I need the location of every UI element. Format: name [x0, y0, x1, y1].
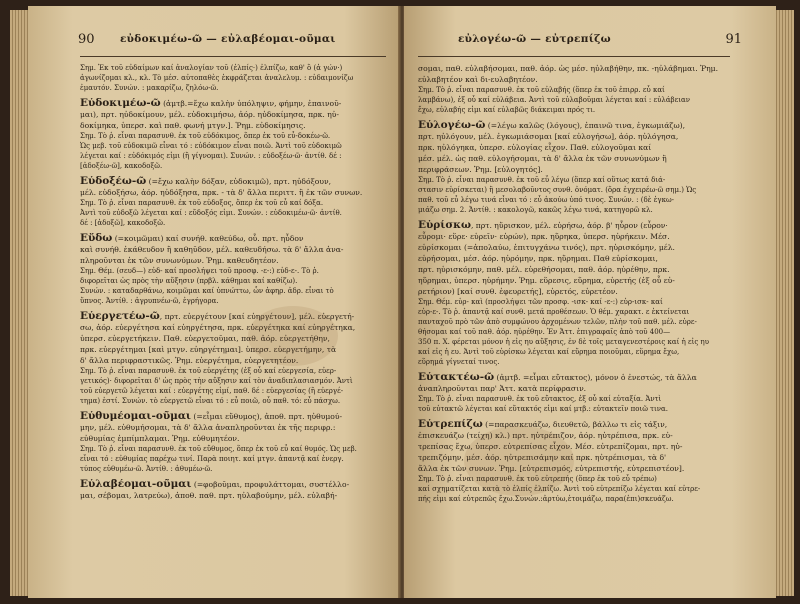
note-line	[80, 386, 386, 396]
headword: Εὑρίσκω	[418, 220, 471, 231]
text-line	[418, 120, 730, 131]
line-text: Σημ. Ἐκ τοῦ εὐδαίμων καί ἀναλογίαν τοῦ (ἐλπίς·) ἐλπίζω, καθ' ὃ (ἀ γών·)	[80, 64, 343, 72]
line-text: λέγεται καί : εὐδόκιμός εἰμι (ἢ γίγνομαι). Συνών. : εὐδοξέω-ῶ· ἀντίθ. δέ :	[80, 152, 342, 160]
line-text: εἶναι τό : εὐθυμίας παρέχω τινί. Παρὰ ποιητ. καί μτγν. ἀπαντᾷ καί ἐνεργ.	[80, 455, 344, 463]
line-text: Σημ. Τὸ ῥ. εἶναι παρασυνθ. ἐκ τοῦ εὔτακτος, ἐξ οὗ καί εὐταξία. Ἀντὶ	[418, 395, 662, 403]
line-text: τημα) ἐστί. Συνών. τὸ εὐεργετῶ εἶναι τό : εὖ ποιῶ, οὗ παθ. τό: εὖ πάσχω.	[80, 397, 341, 405]
line-text: ὑπερσ. εὐεργετήκειν. Παθ. εὐεργετοῦμαι, παθ. ἀόρ. εὐεργετήθην,	[80, 334, 330, 343]
line-text: Σημ. Τὸ ῥ. εἶναι παρασυνθ. ἐκ τοῦ εὖ λέγω (ὅπερ καί οὕτως κατά διά-	[418, 176, 666, 184]
line-text: λαμβάνω), ἐξ οὗ καί εὐλάβεια. Ἀντὶ τοῦ εὐλαβοῦμαι λέγεται καί : εὐλάβειαν	[418, 96, 690, 104]
header-rule	[80, 56, 386, 57]
text-line	[418, 142, 730, 153]
page-number: 91	[725, 32, 742, 47]
line-text: πληροῦνται ἐκ τῶν συνωνύμων. Ῥημ. καθευδητέον.	[80, 256, 279, 265]
note-line	[80, 63, 386, 73]
line-text: καί σχηματίζεται κατὰ τὸ ἐλπίς ἐλπίζω. Ἀντὶ τοῦ εὐτρεπίζω λέγεται καί εὐτρε-	[418, 485, 701, 493]
page-edge-right	[774, 10, 794, 596]
text-line	[80, 244, 386, 255]
note-line	[418, 95, 730, 105]
line-text: μαι, σέβομαι, λατρεύω), ἀποθ. παθ. πρτ. ηὐλαβούμην, μέλ. εὐλαβή-	[80, 491, 338, 500]
line-text: ρετήριον) [καί συνθ. ἐφευρετής], εὑρετός, εὑρετέον.	[418, 287, 618, 296]
line-text: δέ : [ἀδοξῶ], κακοδοξῶ.	[80, 219, 166, 227]
header-rule	[418, 56, 730, 57]
note-line	[80, 276, 386, 286]
note-line	[80, 266, 386, 276]
line-text: Σημ. Θέμ. (σευδ—) εὐδ- καί προσλήψει τοῦ προσφ. -ε-:) εὐδ-ε-. Τὸ ῥ.	[80, 267, 319, 275]
line-text: ἄλλα ἐκ τῶν συνων. Ῥημ. [εὐτρεπισμός, εὐτρεπιστής, εὐτρεπιστέον].	[418, 464, 685, 473]
line-text: (=παρασκευάζω, διευθετῶ, βάλλω τι εἰς τάξιν,	[482, 420, 668, 429]
note-line	[80, 464, 386, 474]
note-line	[418, 175, 730, 185]
headword: Εὐεργετέω-ῶ	[80, 311, 160, 322]
line-text: Ἀντὶ τοῦ εὐδοξῶ λέγεται καί : εὔδοξός εἰμι. Συνών. : εὐδοκιμέω-ῶ· ἀντίθ.	[80, 209, 342, 217]
line-text: γετικός)· διφορεῖται δ' ὡς πρὸς τὴν αὔξησιν καί τὸν ἀναδιπλασιασμόν. Ἀντὶ	[80, 377, 353, 385]
line-text: θήσομαι καί τοῦ παθ. ἀόρ. ηὑρέθην. Ἐν Ἀττ. ἐπιγραφαῖς ἀπὸ τοῦ 400—	[418, 328, 671, 336]
line-text: [ἀδοξέω-ῶ], κακοδοξῶ.	[80, 162, 163, 170]
text-line	[80, 422, 386, 433]
note-line	[418, 357, 730, 367]
line-text: μέσ. μέλ. ὡς παθ. εὐλογήσομαι, τὰ δ' ἄλλα ἐκ τῶν συνωνύμων ἢ	[418, 154, 667, 163]
line-text: (=λέγω καλῶς (λόγους), ἐπαινῶ τινα, ἐγκωμιάζω),	[485, 121, 686, 130]
text-line	[80, 322, 386, 333]
line-text: πρκ. εὐεργέτημαι [καὶ μτγν. εὐηργέτημαι]. ὑπερσ. εὐεργετήμην, τὰ	[80, 345, 337, 354]
headword: Εὕδω	[80, 233, 113, 244]
text-line	[418, 419, 730, 430]
line-text: περιφράσεων. Ῥημ. [εὐλογητός].	[418, 165, 543, 174]
text-line	[80, 333, 386, 344]
line-text: στασιν εὑρίσκεται) ἢ μεσολαβοῦντος συνθ. ὀνόματ. (ὅρα ἐγχειρέω-ῶ σημ.) Ὡς	[418, 186, 697, 194]
line-text: (=κοιμῶμαι) καί συνήθ. καθεύδω, οὗ. πρτ. ηὗδον	[112, 234, 304, 243]
note-line	[80, 151, 386, 161]
text-line	[418, 275, 730, 286]
note-line	[80, 161, 386, 171]
line-text: , πρτ. εὐεργέτουν [καί εὐηργέτουν], μέλ. εὐεργετή-	[159, 312, 355, 321]
note-line	[80, 141, 386, 151]
line-text: ηὕρημαι, ὑπερσ. ηὑρήμην. Ῥημ. εὕρεσις, εὕρημα, εὑρετής (ἐξ οὗ εὑ-	[418, 276, 675, 285]
line-text: μιάζω σημ. 2. Ἀντίθ. : κακολογῶ, κακῶς λέγω τινά, κατηγορῶ κλ.	[418, 206, 653, 214]
line-text: μαι), πρτ. ηὐδοκίμουν, μέλ. εὐδοκιμήσω, ἀόρ. ηὐδοκίμησα, πρκ. ηὐ-	[80, 110, 339, 119]
text-line	[418, 74, 730, 85]
headword: Εὐτρεπίζω	[418, 419, 483, 430]
text-line	[80, 176, 386, 187]
line-text: δ' ἄλλα περιφραστικῶς. Ῥημ. εὐεργέτημα, εὐεργετητέον.	[80, 356, 299, 365]
line-text: σομαι, παθ. εὐλαβήσομαι, παθ. ἀόρ. ὡς μέσ. ηὐλαβήθην, πκ. -ηὐλάβημαι. Ῥημ.	[418, 64, 719, 73]
line-text: ὕπνος. Ἀντίθ. : ἀγρυπνέω-ῶ, ἐγρήγορα.	[80, 297, 219, 305]
line-text: Σημ. Τὸ ῥ. εἶναι παρασυνθ. ἐκ τοῦ εὐτρεπής (ὅπερ ἐκ τοῦ εὖ τρέπω)	[418, 475, 657, 483]
line-text: μέλ. εὐδοξήσω, ἀόρ. ηὐδόξησα, πρκ. - τὰ δ' ἄλλα περιττ. ἢ ἐκ τῶν συνων.	[80, 188, 363, 197]
text-line	[418, 372, 730, 383]
text-line	[418, 231, 730, 242]
text-line	[418, 253, 730, 264]
note-line	[418, 394, 730, 404]
note-line	[418, 105, 730, 115]
right-page-header	[418, 32, 742, 50]
text-line	[418, 264, 730, 275]
note-line	[80, 454, 386, 464]
note-line	[80, 376, 386, 386]
left-page	[28, 6, 400, 598]
text-line	[418, 286, 730, 297]
text-line	[418, 63, 730, 74]
line-text: τύπος εὐθυμέω-ῶ. Ἀντίθ. : ἀθυμέω-ῶ.	[80, 465, 213, 473]
text-line	[418, 430, 730, 441]
note-line	[418, 317, 730, 327]
line-text: Σημ. Θέμ. εὑρ- καὶ (προσλήψει τῶν προσφ. -ισκ- καί -ε-:) εὑρ-ισκ- καί	[418, 298, 663, 306]
left-page-header	[80, 32, 386, 50]
headword: Εὐδοξέω-ῶ	[80, 176, 147, 187]
text-line	[80, 490, 386, 501]
text-line	[80, 98, 386, 109]
headword: Εὐθυμέομαι-οῦμαι	[80, 411, 191, 422]
line-text: (=φοβοῦμαι, προφυλάττομαι, συστέλλο-	[191, 480, 350, 489]
line-text: εὑρ-ε-. Τὸ ῥ. ἀπαντᾷ καί συνθ. μετά προθέσεων. Ὁ θέμ. χαρακτ. ε ἐκτείνεται	[418, 308, 690, 316]
note-line	[418, 205, 730, 215]
right-page	[404, 6, 776, 598]
line-text: μην, μέλ. εὐθυμήσομαι, τὰ δ' ἄλλα ἀναπληροῦνται ἐκ τῆς περιφρ.:	[80, 423, 336, 432]
line-text: πρτ. ηὑρισκόμην, παθ. μέλ. εὑρεθήσομαι, παθ. ἀόρ. ηὑρέθην, πρκ.	[418, 265, 670, 274]
line-text: Σημ. Τὸ ῥ. εἶναι παρασυνθ. ἐκ τοῦ εὔθυμος, ὅπερ ἐκ τοῦ εὖ καί θυμός. Ὡς μεβ.	[80, 445, 357, 453]
text-line	[80, 344, 386, 355]
line-text: εὗρομι· εὕρε· εὑρεῖν· εὑρών), πρκ. ηὕρηκα, ὑπερσ. ηὑρήκειν. Μέσ.	[418, 232, 670, 241]
note-line	[80, 296, 386, 306]
line-text: παθ. τοῦ εὖ λέγω τινά εἶναι τό : εὖ ἀκούω ὑπό τινος. Συνών. : (δὲ ἐγκω-	[418, 196, 675, 204]
note-line	[80, 208, 386, 218]
note-line	[80, 396, 386, 406]
line-text: Σημ. Τὸ ῥ. εἶναι παρασυνθ. ἐκ τοῦ εὐδοξος, ὅπερ ἐκ τοῦ εὖ καί δόξα.	[80, 199, 324, 207]
text-line	[80, 109, 386, 120]
headword: Εὐλαβέομαι-οῦμαι	[80, 479, 192, 490]
note-line	[418, 307, 730, 317]
line-text: Συνών. : καταδαρθάνω, κοιμῶμαι καί ὑπνώττω, ὧν ἀφηρ. ἀδρ. εἶναι τὸ	[80, 287, 334, 295]
note-line	[418, 297, 730, 307]
line-text: καὶ συνήθ. ἐκάθευδον ἢ καθηῦδον, μέλ. καθευδήσω. τὰ δ' ἄλλα ἀνα-	[80, 245, 344, 254]
line-text: Σημ. Τὸ ῥ. εἶναι παρασυνθ. ἐκ τοῦ εὐδόκιμος, ὅπερ ἐκ τοῦ εὖ-δοκέω-ῶ.	[80, 132, 331, 140]
line-text: Σημ. Τὸ ῥ. εἶναι παρασυνθ. ἐκ τοῦ εὐεργέτης (ἐξ οὗ καί εὐεργεσία, εὐερ-	[80, 367, 337, 375]
text-line	[80, 411, 386, 422]
note-line	[80, 198, 386, 208]
running-head: εὐλογέω-ῶ — εὐτρεπίζω	[458, 33, 611, 45]
line-text: διφορεῖται ὡς πρὸς τὴν αὔξησιν (πρβλ. κάθημαι καί καθίζω).	[80, 277, 298, 285]
line-text: ἔχω, εὐλαβής εἰμι καί εὐλαβῶς διάκειμαι πρός τι.	[418, 106, 596, 114]
line-text: καί εἰς ἡ ευ. Ἀντὶ τοῦ εὑρίσκω λέγεται καί εὕρημα ποιοῦμαι, εὕρημα ἔχω,	[418, 348, 680, 356]
note-line	[80, 444, 386, 454]
text-line	[418, 220, 730, 231]
text-line	[418, 441, 730, 452]
text-line	[80, 311, 386, 322]
line-text: πανταχοῦ πρὸ τῶν ἀπὸ συμφώνου ἀρχομένων τελῶν, πλὴν τοῦ παθ. μέλ. εὑρε-	[418, 318, 697, 326]
text-line	[80, 120, 386, 131]
note-line	[418, 195, 730, 205]
line-text: (ἀμτβ.=ἔχω καλὴν ὑπόληψιν, φήμην, ἐπαινοῦ-	[160, 99, 342, 108]
headword: Εὐτακτέω-ῶ	[418, 372, 495, 383]
line-text: εὑρήσομαι, μέσ. ἀόρ. ηὑρόμην, πρκ. ηὕρημαι. Παθ εὑρίσκομαι,	[418, 254, 658, 263]
line-text: Ὡς μεβ. τοῦ εὐδοκιμῶ εἶναι τό : εὐδόκιμον εἶναι ποιῶ. Ἀντὶ τοῦ εὐδοκιμῶ	[80, 142, 342, 150]
note-line	[418, 185, 730, 195]
running-head: εὐδοκιμέω-ῶ — εὐλαβέομαι-οῦμαι	[120, 33, 336, 45]
line-text: τοῦ εὐεργετῶ λέγεται καί : εὐεργέτης εἰμί, παθ. δέ : εὐεργεσίας (ἢ εὐεργέ-	[80, 387, 344, 395]
text-line	[80, 433, 386, 444]
note-line	[80, 218, 386, 228]
note-line	[418, 484, 730, 494]
text-line	[418, 164, 730, 175]
right-page-body	[418, 63, 730, 504]
text-line	[418, 153, 730, 164]
line-text: πρτ. ηὐλόγουν, μέλ. ἐγκωμιάσομαι [καί εὐλογήσω], ἀόρ. ηὐλόγησα,	[418, 132, 679, 141]
note-line	[418, 85, 730, 95]
text-line	[80, 355, 386, 366]
line-text: Σημ. Τὸ ῥ. εἶναι παρασυνθ. ἐκ τοῦ εὐλαβής (ὅπερ ἐκ τοῦ ἐπιρρ. εὖ καί	[418, 86, 665, 94]
line-text: τοῦ εὐτακτῶ λέγεται καί εὔτακτός εἰμι καί μτβ.: εὐτακτεῖν ποιῶ τινα.	[418, 405, 668, 413]
line-text: , πρτ. ηὕρισκον, μέλ. εὑρήσω, ἀόρ. β' ηὗρον (εὗρον·	[470, 221, 668, 230]
text-line	[80, 255, 386, 266]
line-text: (=ἔχω καλὴν δόξαν, εὐδοκιμῶ), πρτ. ηὐδόξουν,	[146, 177, 331, 186]
note-line	[80, 83, 386, 93]
text-line	[418, 242, 730, 253]
line-text: σω, ἀόρ. εὐεργέτησα καί εὐηργέτησα, πρκ. εὐεργέτηκα καί εὐηργέτηκα,	[80, 323, 356, 332]
headword: Εὐδοκιμέω-ῶ	[80, 98, 161, 109]
text-line	[418, 131, 730, 142]
text-line	[80, 187, 386, 198]
line-text: εὑρίσκομαι (=ἀπολαύω, ἐπιτυγχάνω τινός), πρτ. ηὑρισκόμην, μέλ.	[418, 243, 675, 252]
line-text: ἀναπληροῦνται παρ' Ἀττ. κατὰ περίφρασιν.	[418, 384, 587, 393]
note-line	[418, 404, 730, 414]
line-text: ἀγωνίζομαι κλ., κλ. Τὸ μέσ. αὐτοπαθὲς ἐκφράζεται ἀναλελυμ. : εὐδαιμονίζω	[80, 74, 354, 82]
line-text: δοκίμηκα, ὑπερσ. καὶ παθ. φωνή μτγν.]. Ῥημ. εὐδοκίμησις.	[80, 121, 306, 130]
line-text: πρκ. ηὐλόγηκα, ὑπερσ. εὐλογίας εἶχον. Παθ. εὐλογοῦμαι καί	[418, 143, 652, 152]
line-text: πής εἰμι καί εὐτρεπῶς ἔχω.Συνών.:ἀρτύω,ἑτοιμάζω, παρα(ἐπι)σκευάζω.	[418, 495, 674, 503]
note-line	[80, 366, 386, 376]
note-line	[418, 347, 730, 357]
line-text: (ἀμτβ. =εἶμαι εὔτακτος), μόνον ὁ ἐνεστώς, τὰ ἄλλα	[494, 373, 697, 382]
line-text: ἐμαυτόν. Συνών. : μακαρίζω, ζηλόω-ῶ.	[80, 84, 219, 92]
line-text: (=εἶμαι εὔθυμος), ἀποθ. πρτ. ηὐθυμού-	[191, 412, 343, 421]
line-text: εὐθυμίας ἐμπίμπλαμαι. Ῥημ. εὐθυμητέον.	[80, 434, 240, 443]
text-line	[418, 383, 730, 394]
line-text: εὕρημά γίγνεταί τινος.	[418, 358, 500, 366]
note-line	[418, 327, 730, 337]
page-number: 90	[78, 32, 95, 47]
line-text: ἐπισκευάζω (τείχη) κλ.) πρτ. ηὐτρέπιζον, ἀόρ. ηὐτρέπισα, πρκ. εὐ-	[418, 431, 673, 440]
line-text: τρεπιζόμην, μέσ. ἀόρ. ηὐτρεπισάμην καί πρκ. ηὐτρέπισμαι, τὰ δ'	[418, 453, 667, 462]
note-line	[418, 494, 730, 504]
note-line	[418, 337, 730, 347]
left-page-body	[80, 63, 386, 501]
line-text: τρεπίσας ἔχω, ὑπερσ. εὐτρεπίσας εἶχον. Μέσ. εὐτρεπίζομαι, πρτ. ηὐ-	[418, 442, 683, 451]
note-line	[418, 474, 730, 484]
text-line	[80, 479, 386, 490]
headword: Εὐλογέω-ῶ	[418, 120, 486, 131]
note-line	[80, 286, 386, 296]
line-text: εὐλαβητέον καὶ δι-ευλαβητέον.	[418, 75, 538, 84]
note-line	[80, 131, 386, 141]
text-line	[80, 233, 386, 244]
line-text: 350 π. Χ. φέρεται μόνον ἡ εἰς ηυ αὔξησις, ἐν δὲ τοῖς μεταγενεστέροις καί ἡ εἰς ηυ	[418, 338, 709, 346]
note-line	[80, 73, 386, 83]
page-edge-left	[10, 10, 30, 596]
